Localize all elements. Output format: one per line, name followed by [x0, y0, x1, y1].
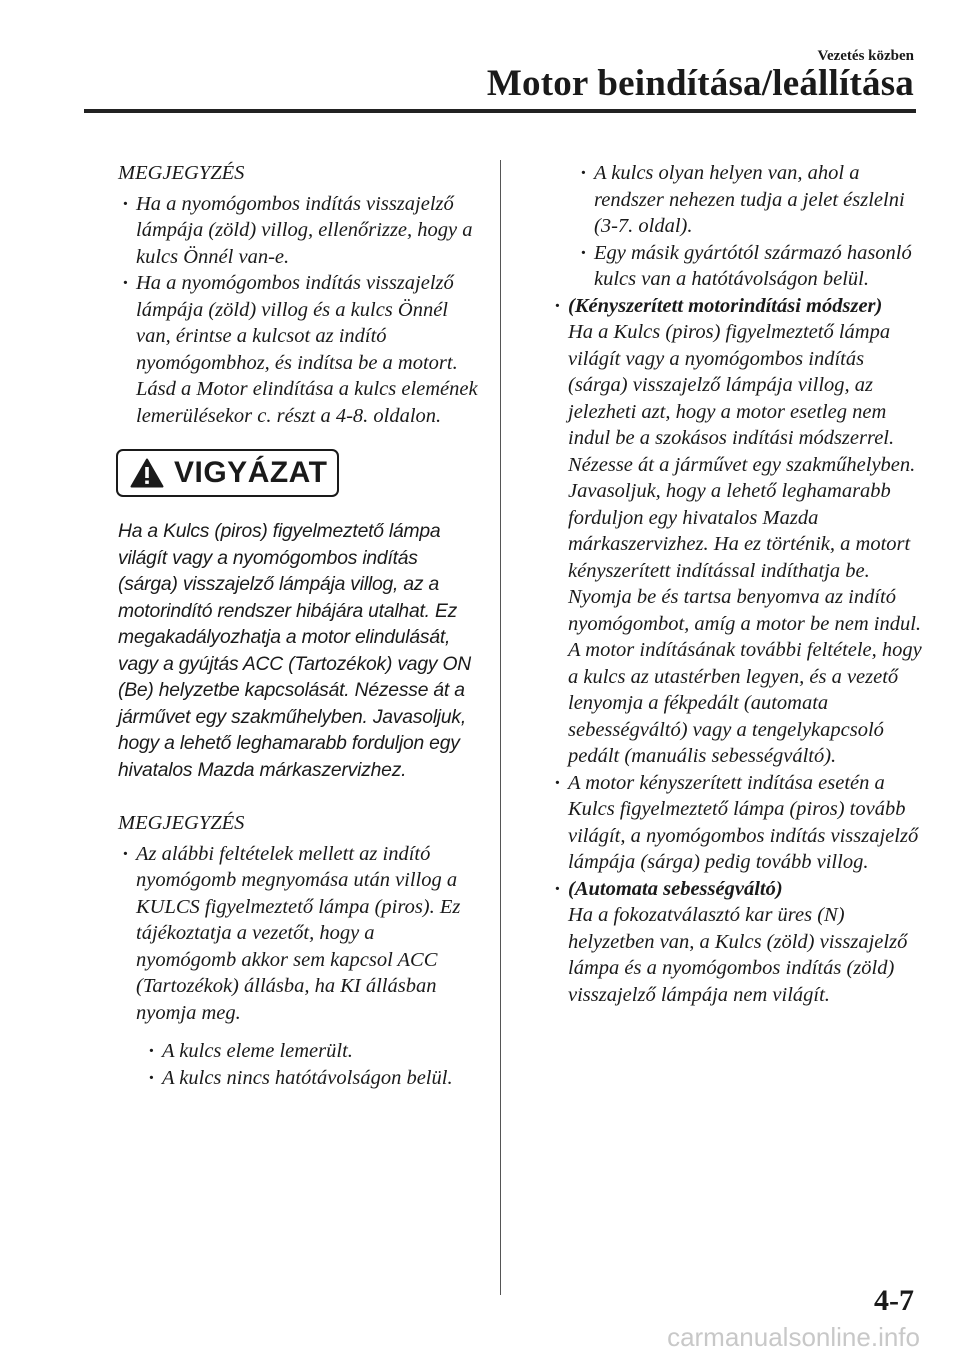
forced-start-heading: · (Kényszerített motorindítási módszer)	[568, 294, 883, 317]
left-column	[118, 160, 478, 1091]
note-item	[550, 293, 925, 770]
warning-label: VIGYÁZAT	[174, 455, 328, 489]
note-subitem: · Egy másik gyártótól származó hasonló kulcs van a hatótávolságon belül.	[576, 240, 925, 293]
right-column	[560, 160, 925, 1008]
page-header	[0, 0, 960, 112]
chapter-title: Motor beindítása/leállítása	[486, 63, 914, 104]
section-label: Vezetés közben	[817, 48, 914, 64]
page-number: 4-7	[874, 1284, 914, 1317]
note-subitem: · A kulcs nincs hatótávolságon belül.	[144, 1065, 478, 1092]
automatic-heading: · (Automata sebességváltó)	[568, 877, 783, 900]
note-item: · Ha a nyomógombos indítás visszajelző lámpája (zöld) villog, ellenőrizze, hogy a kulcs Önnél van-e.	[118, 191, 478, 271]
automatic-text: Ha a fokozatválasztó kar üres (N) helyzetben van, a Kulcs (zöld) visszajelző lámpa és a nyomógombos indítás (zöld) visszajelző lámpája nem világít.	[568, 904, 908, 1006]
note-item: · Az alábbi feltételek mellett az indító nyomógomb megnyomása után villog a KULCS figyelmeztető lámpa (piros). Ez tájékoztatja a vezetőt, hogy a nyomógomb akkor sem kapcsol ACC (Tartozékok) állásba, ha KI állásban nyomja meg.	[118, 841, 478, 1027]
watermark: carmanualsonline.info	[667, 1322, 920, 1352]
header-rule	[84, 109, 916, 113]
note-subitem: · A kulcs eleme lemerült.	[144, 1038, 478, 1065]
note-heading: MEGJEGYZÉS	[118, 812, 245, 834]
note-subitem: · A kulcs olyan helyen van, ahol a rendszer nehezen tudja a jelet észlelni (3-7. oldal).	[576, 160, 925, 240]
warning-triangle-icon	[130, 458, 164, 488]
note-item: · Ha a nyomógombos indítás visszajelző lámpája (zöld) villog és a kulcs Önnél van, érintse a kulcsot az indító nyomógombhoz, és indítsa be a motort. Lásd a Motor elindítása a kulcs elemének lemerülésekor c. részt a 4-8. oldalon.	[118, 270, 478, 429]
note-item: · A motor kényszerített indítása esetén a Kulcs figyelmeztető lámpa (piros) tovább világít, a nyomógombos indítás visszajelző lámpája (sárga) pedig tovább villog.	[550, 770, 925, 876]
column-divider	[500, 160, 501, 1295]
warning-badge	[116, 449, 339, 497]
note-item	[550, 876, 925, 1009]
forced-start-text: Ha a Kulcs (piros) figyelmeztető lámpa világít vagy a nyomógombos indítás (sárga) visszajelző lámpája villog, az jelezheti azt, hogy a motor esetleg nem indul be a szokásos indítási módszerrel. Nézesse át a járművet egy szakműhelyben. Javasoljuk, hogy a lehető leghamarabb forduljon egy hivatalos Mazda márkaszervizhez. Ha ez történik, a motort kényszerített indítással indíthatja be. Nyomja be és tartsa benyomva az indító nyomógombot, amíg a motor be nem indul. A motor indításának további feltétele, hogy a kulcs az utastérben legyen, és a vezető lenyomja a fékpedált (automata sebességváltó) vagy a tengelykapcsoló pedált (manuális sebességváltó).	[568, 321, 922, 767]
warning-text: Ha a Kulcs (piros) figyelmeztető lámpa világít vagy a nyomógombos indítás (sárga) visszajelző lámpája villog, az a motorindító rendszer hibájára utalhat. Ez megakadályozhatja a motor elindulását, vagy a gyújtás ACC (Tartozékok) vagy ON (Be) helyzetbe kapcsolását. Nézesse át a járművet egy szakműhelyben. Javasoljuk, hogy a lehető leghamarabb forduljon egy hivatalos Mazda márkaszervizhez.	[118, 521, 471, 781]
note-heading: MEGJEGYZÉS	[118, 162, 245, 184]
